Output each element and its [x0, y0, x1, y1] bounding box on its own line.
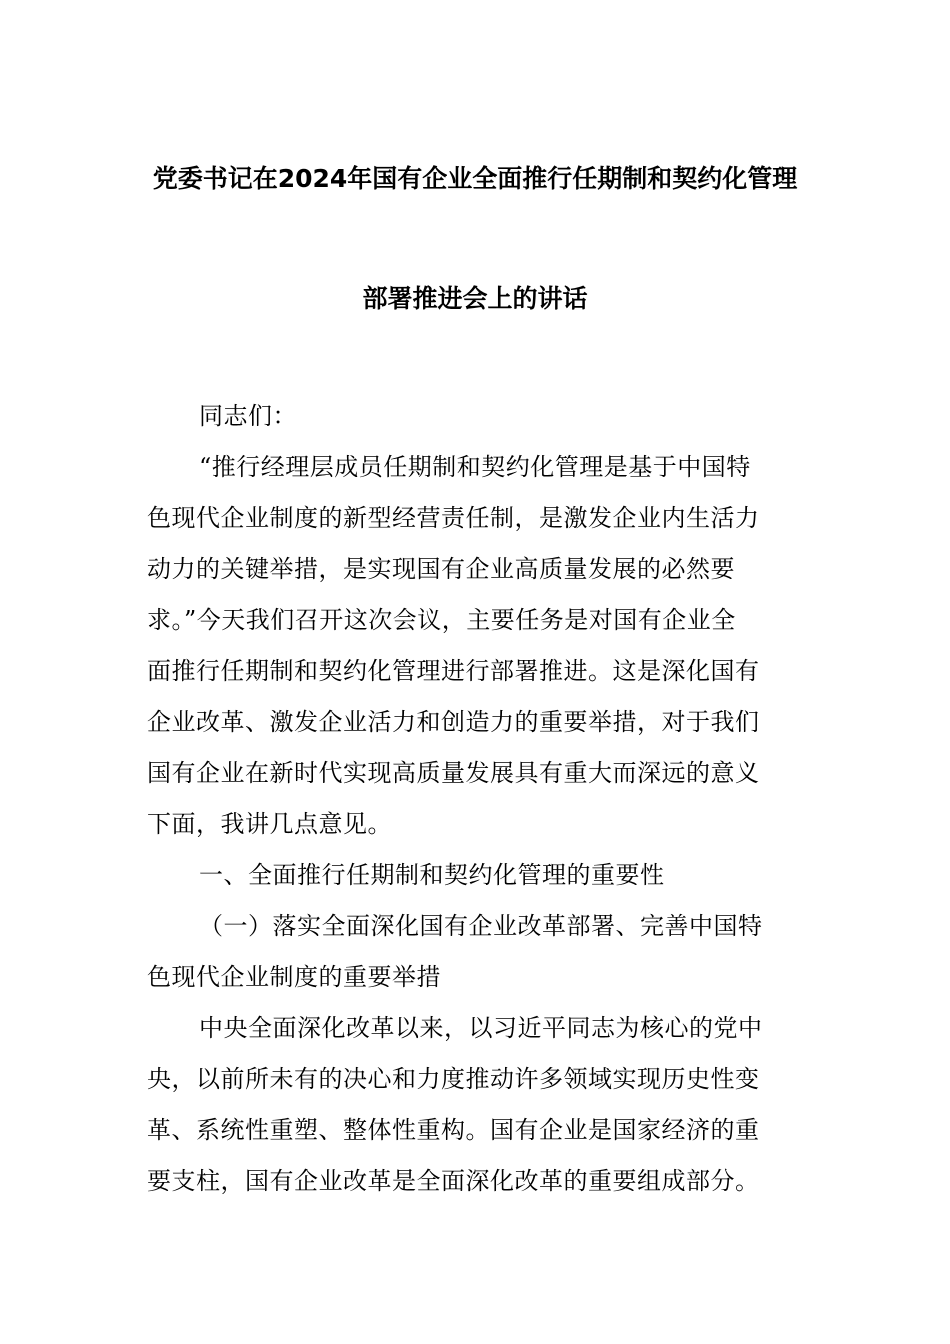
section-heading-1: 一、全面推行任期制和契约化管理的重要性: [199, 861, 665, 889]
subsection-heading-1-line: （一）落实全面深化国有企业改革部署、完善中国特: [199, 912, 763, 940]
subsection-heading-1-line: 色现代企业制度的重要举措: [147, 963, 441, 991]
paragraph-2-line: 央，以前所未有的决心和力度推动许多领域实现历史性变: [147, 1065, 760, 1093]
paragraph-1-line: 色现代企业制度的新型经营责任制，是激发企业内生活力: [147, 504, 760, 532]
paragraph-2-line: 革、系统性重塑、整体性重构。国有企业是国家经济的重: [147, 1116, 760, 1144]
paragraph-2-line: 中央全面深化改革以来，以习近平同志为核心的党中: [199, 1014, 763, 1042]
document-body: [147, 391, 807, 1207]
paragraph-1-line: 企业改革、激发企业活力和创造力的重要举措，对于我们: [147, 708, 760, 736]
paragraph-1-line: “推行经理层成员任期制和契约化管理是基于中国特: [199, 453, 751, 481]
paragraph-1-line: 动力的关键举措，是实现国有企业高质量发展的必然要: [147, 555, 735, 583]
document-title-line-2: 部署推进会上的讲话: [362, 284, 588, 313]
paragraph-1-line: 面推行任期制和契约化管理进行部署推进。这是深化国有: [147, 657, 760, 685]
document-title-line-1: 党委书记在2024年国有企业全面推行任期制和契约化管理: [152, 164, 798, 193]
paragraph-1-line: 国有企业在新时代实现高质量发展具有重大而深远的意义: [147, 759, 760, 787]
paragraph-1-line: 求。”今天我们召开这次会议，主要任务是对国有企业全: [147, 606, 736, 634]
salutation: 同志们：: [199, 402, 297, 430]
paragraph-2-line: 要支柱，国有企业改革是全面深化改革的重要组成部分。: [147, 1167, 760, 1195]
paragraph-1-line: 下面，我讲几点意见。: [147, 810, 392, 838]
